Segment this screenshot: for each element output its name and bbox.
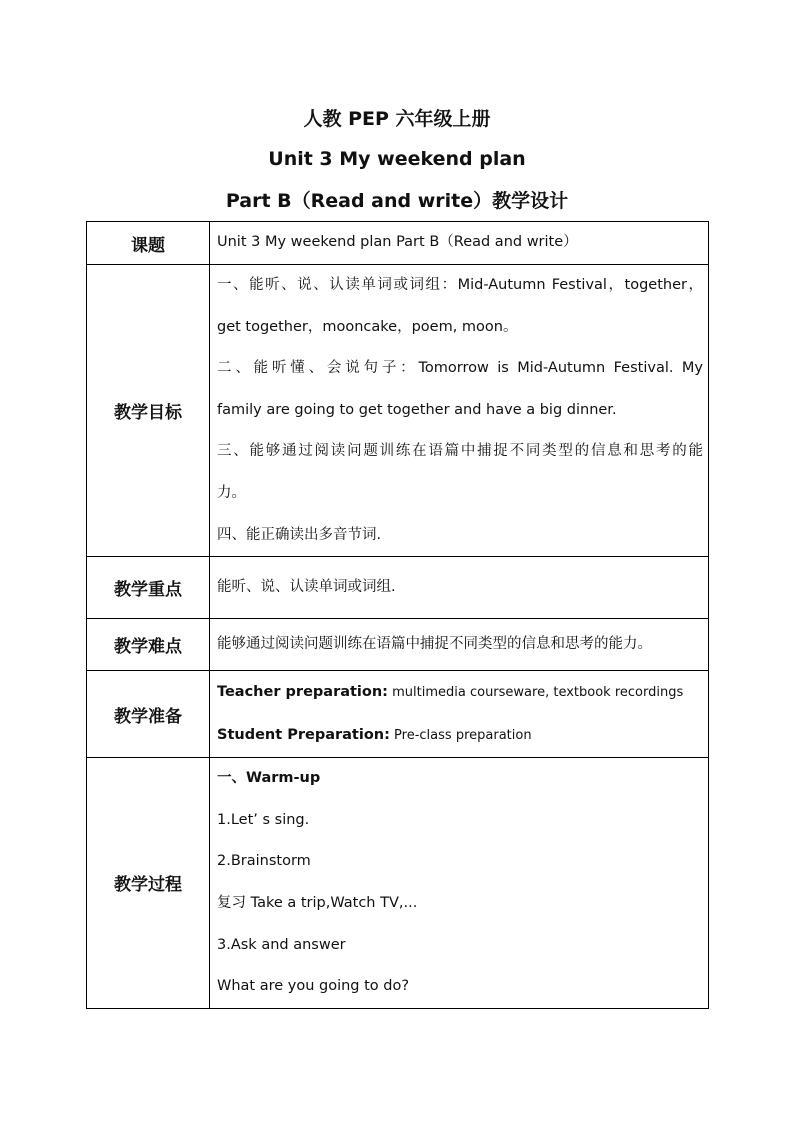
value-topic	[210, 222, 709, 265]
objective-line: get together，mooncake，poem, moon。	[217, 318, 518, 335]
objective-line: 二、能听懂、会说句子：Tomorrow is Mid-Autumn Festival. My	[217, 360, 703, 377]
value-process	[210, 758, 709, 1009]
process-line: 2.Brainstorm	[217, 853, 311, 870]
label-preparation: 教学准备	[87, 671, 210, 758]
teacher-preparation-value: multimedia courseware, textbook recordings	[387, 685, 684, 701]
objective-line: family are going to get together and have a big dinner.	[217, 401, 617, 418]
student-preparation	[217, 714, 703, 757]
teacher-preparation	[217, 671, 703, 714]
label-key-points: 教学重点	[87, 557, 210, 619]
row-key-points	[87, 557, 709, 619]
row-process	[87, 758, 709, 1009]
objective-line: 力。	[217, 484, 246, 501]
value-key-points	[210, 557, 709, 619]
process-line: 复习 Take a trip,Watch TV,...	[217, 894, 418, 911]
label-difficulties: 教学难点	[87, 619, 210, 671]
process-section-heading: 一、Warm-up	[217, 770, 321, 787]
process-line: 1.Let’ s sing.	[217, 811, 310, 828]
label-topic: 课题	[87, 222, 210, 265]
value-difficulties	[210, 619, 709, 671]
row-difficulties	[87, 619, 709, 671]
objective-line: 四、能正确读出多音节词.	[217, 526, 382, 543]
process-line: 3.Ask and answer	[217, 936, 346, 953]
doc-title-textbook: 人教 PEP 六年级上册	[303, 108, 491, 130]
lesson-plan-table	[86, 221, 709, 1009]
label-objectives: 教学目标	[87, 265, 210, 557]
difficulties-text: 能够通过阅读问题训练在语篇中捕捉不同类型的信息和思考的能力。	[217, 635, 652, 652]
doc-title-unit: Unit 3 My weekend plan	[268, 148, 526, 170]
key-points-text: 能听、说、认读单词或词组.	[217, 578, 396, 595]
objective-line: 一、能听、说、认读单词或词组：Mid-Autumn Festival，together，	[217, 277, 703, 293]
row-topic	[87, 222, 709, 265]
student-preparation-value: Pre-class preparation	[389, 728, 532, 744]
process-line: What are you going to do?	[217, 978, 410, 995]
label-process: 教学过程	[87, 758, 210, 1009]
doc-title-part: Part B（Read and write）教学设计	[225, 190, 569, 212]
topic-text: Unit 3 My weekend plan Part B（Read and write）	[217, 234, 578, 251]
student-preparation-label: Student Preparation:	[217, 727, 390, 744]
row-preparation	[87, 671, 709, 758]
value-preparation	[210, 671, 709, 758]
teacher-preparation-label: Teacher preparation:	[217, 684, 388, 701]
objective-line: 三、能够通过阅读问题训练在语篇中捕捉不同类型的信息和思考的能	[217, 443, 703, 460]
row-objectives	[87, 265, 709, 557]
value-objectives	[210, 265, 709, 557]
